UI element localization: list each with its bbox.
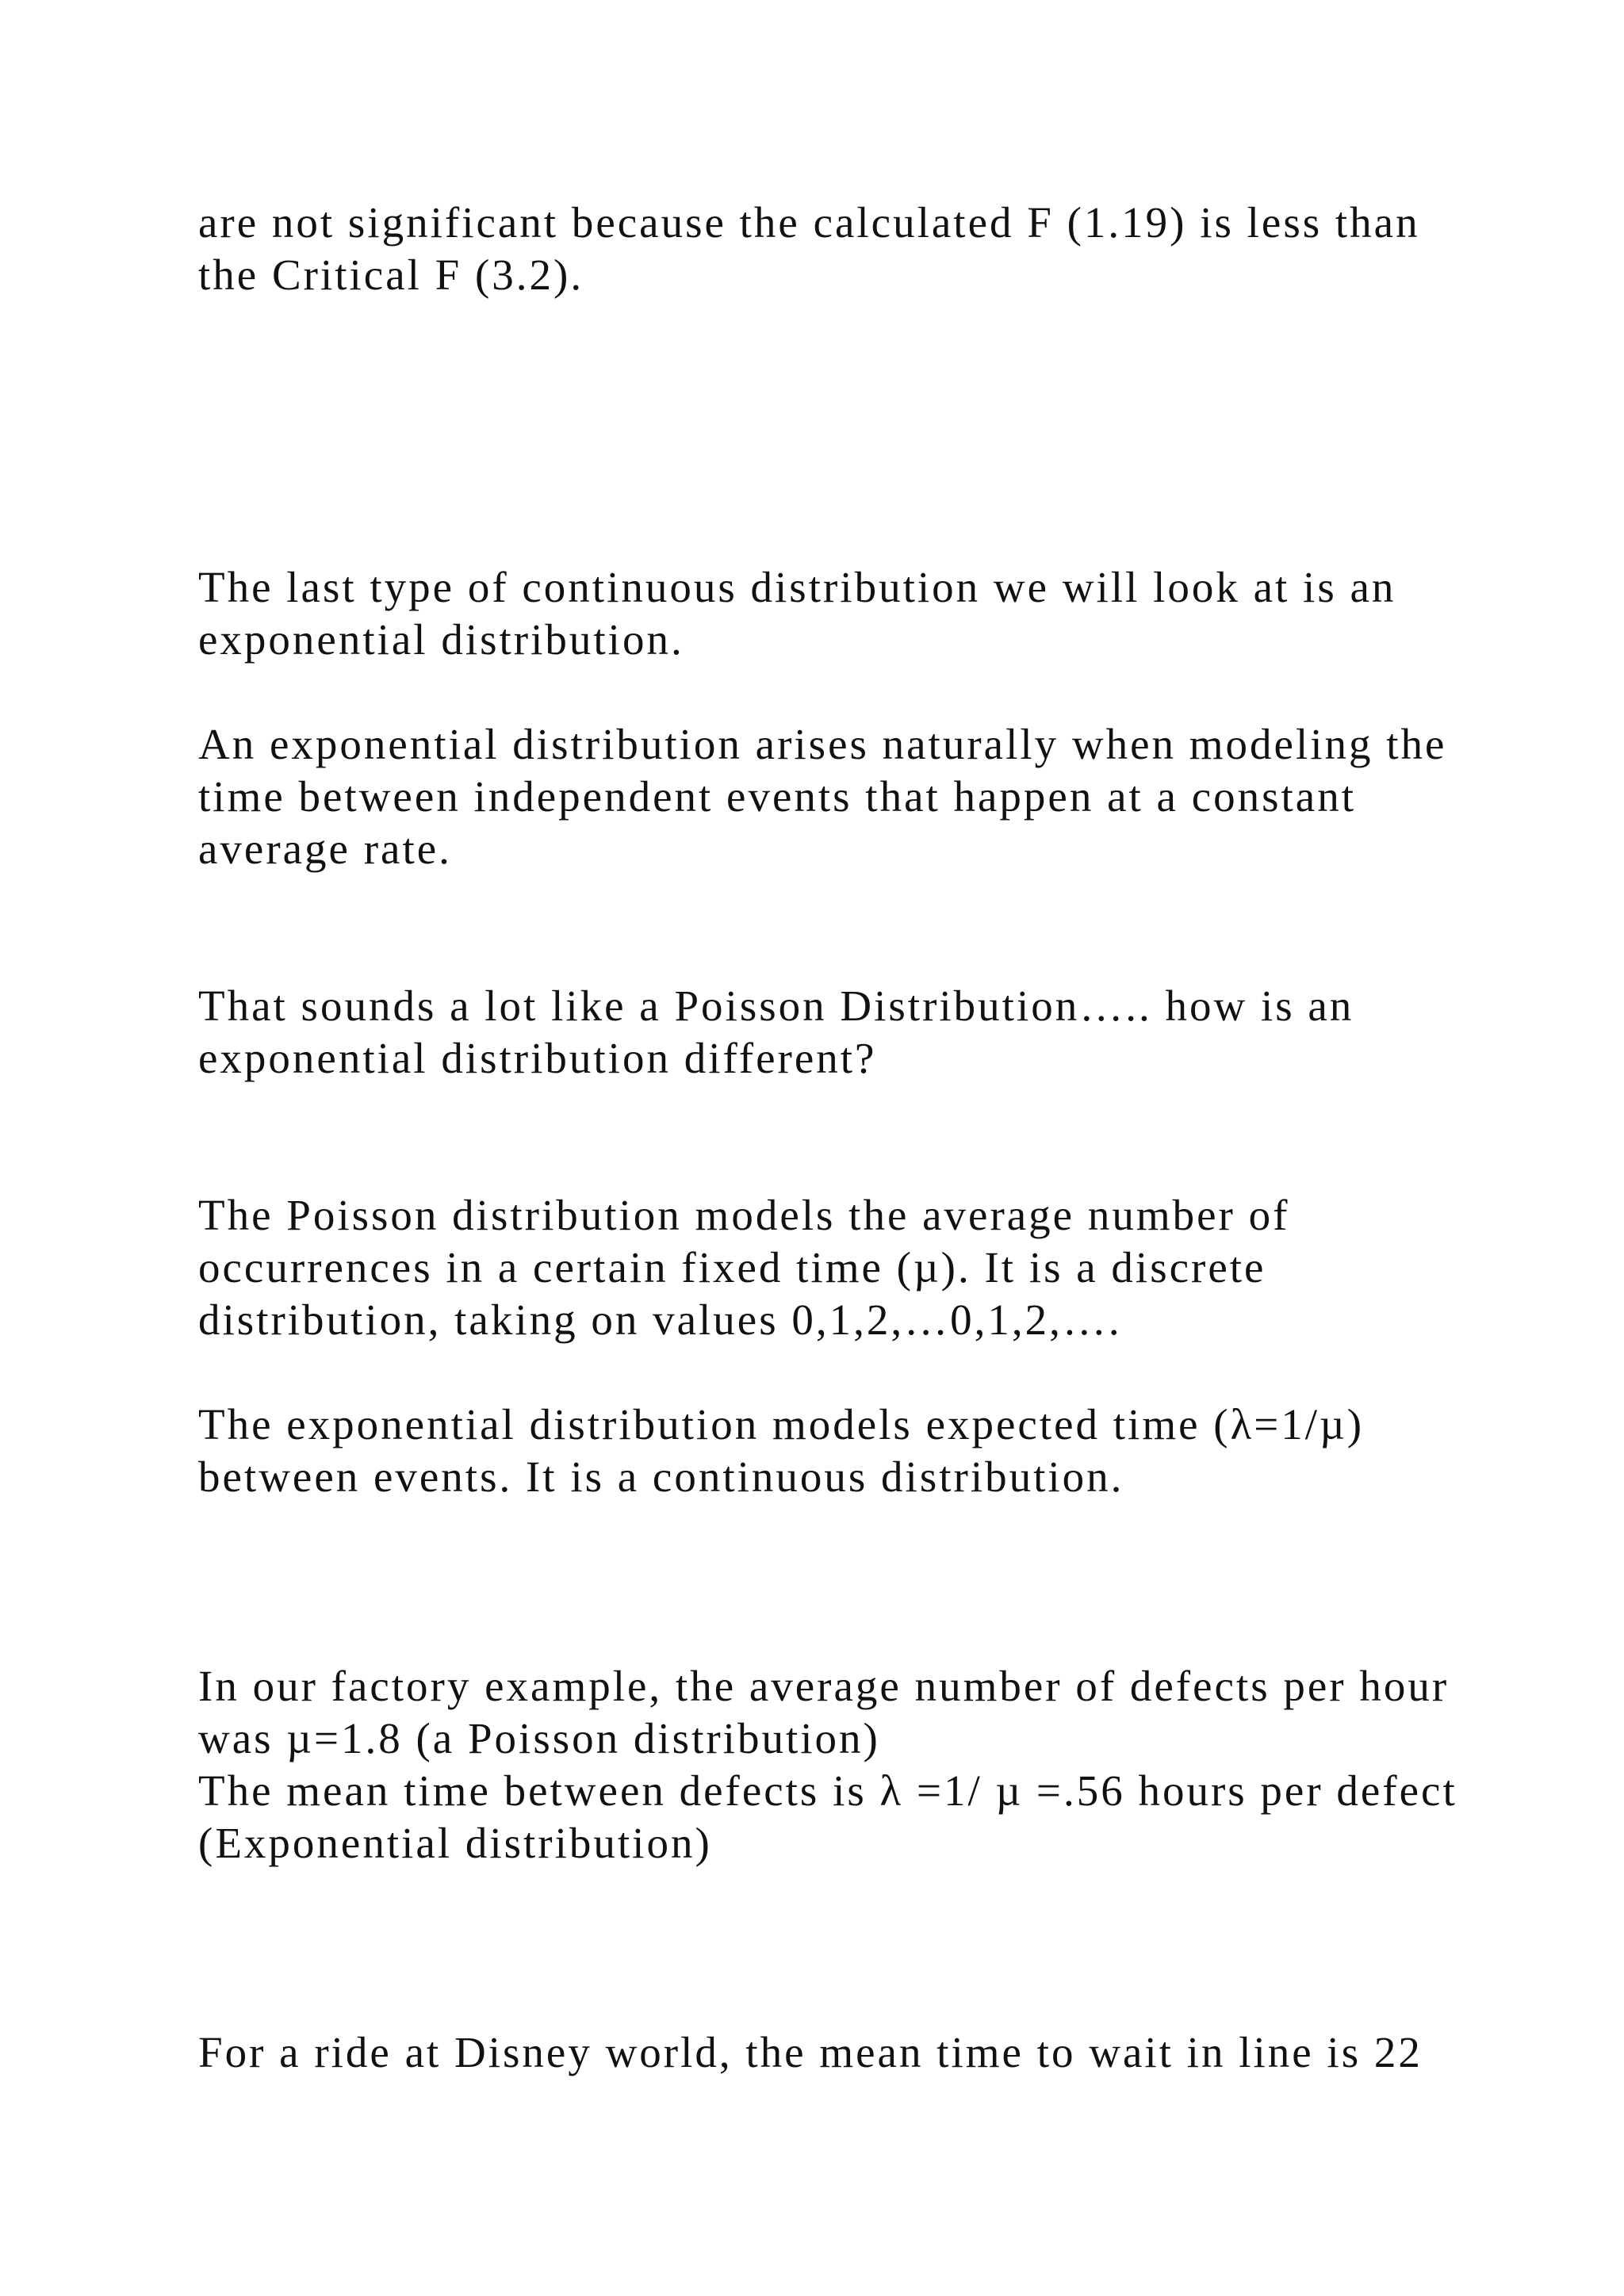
text-line: the Critical F (3.2). xyxy=(198,251,584,299)
text-line: The Poisson distribution models the average number of xyxy=(198,1191,1290,1239)
text-line: exponential distribution different? xyxy=(198,1034,877,1082)
text-line: In our factory example, the average number of defects per hour xyxy=(198,1662,1450,1710)
text-line: For a ride at Disney world, the mean time to wait in line is 22 xyxy=(198,2028,1423,2076)
text-line: between events. It is a continuous distribution. xyxy=(198,1452,1124,1501)
text-line: distribution, taking on values 0,1,2,…0,1,2,…. xyxy=(198,1295,1122,1344)
text-line: occurrences in a certain fixed time (µ). It is a discrete xyxy=(198,1243,1266,1292)
text-line: are not significant because the calculated F (1.19) is less than xyxy=(198,198,1420,247)
text-line: exponential distribution. xyxy=(198,615,684,664)
text-line: An exponential distribution arises naturally when modeling the xyxy=(198,720,1447,768)
text-line: The mean time between defects is λ =1/ µ =.56 hours per defect xyxy=(198,1766,1457,1815)
text-line: time between independent events that happen at a constant xyxy=(198,772,1356,821)
text-line: average rate. xyxy=(198,825,452,873)
text-line: The exponential distribution models expected time (λ=1/µ) xyxy=(198,1400,1365,1448)
text-line: (Exponential distribution) xyxy=(198,1819,712,1867)
text-line: That sounds a lot like a Poisson Distribution….. how is an xyxy=(198,982,1354,1030)
text-line: The last type of continuous distribution we will look at is an xyxy=(198,563,1396,611)
text-line: was µ=1.8 (a Poisson distribution) xyxy=(198,1714,880,1762)
